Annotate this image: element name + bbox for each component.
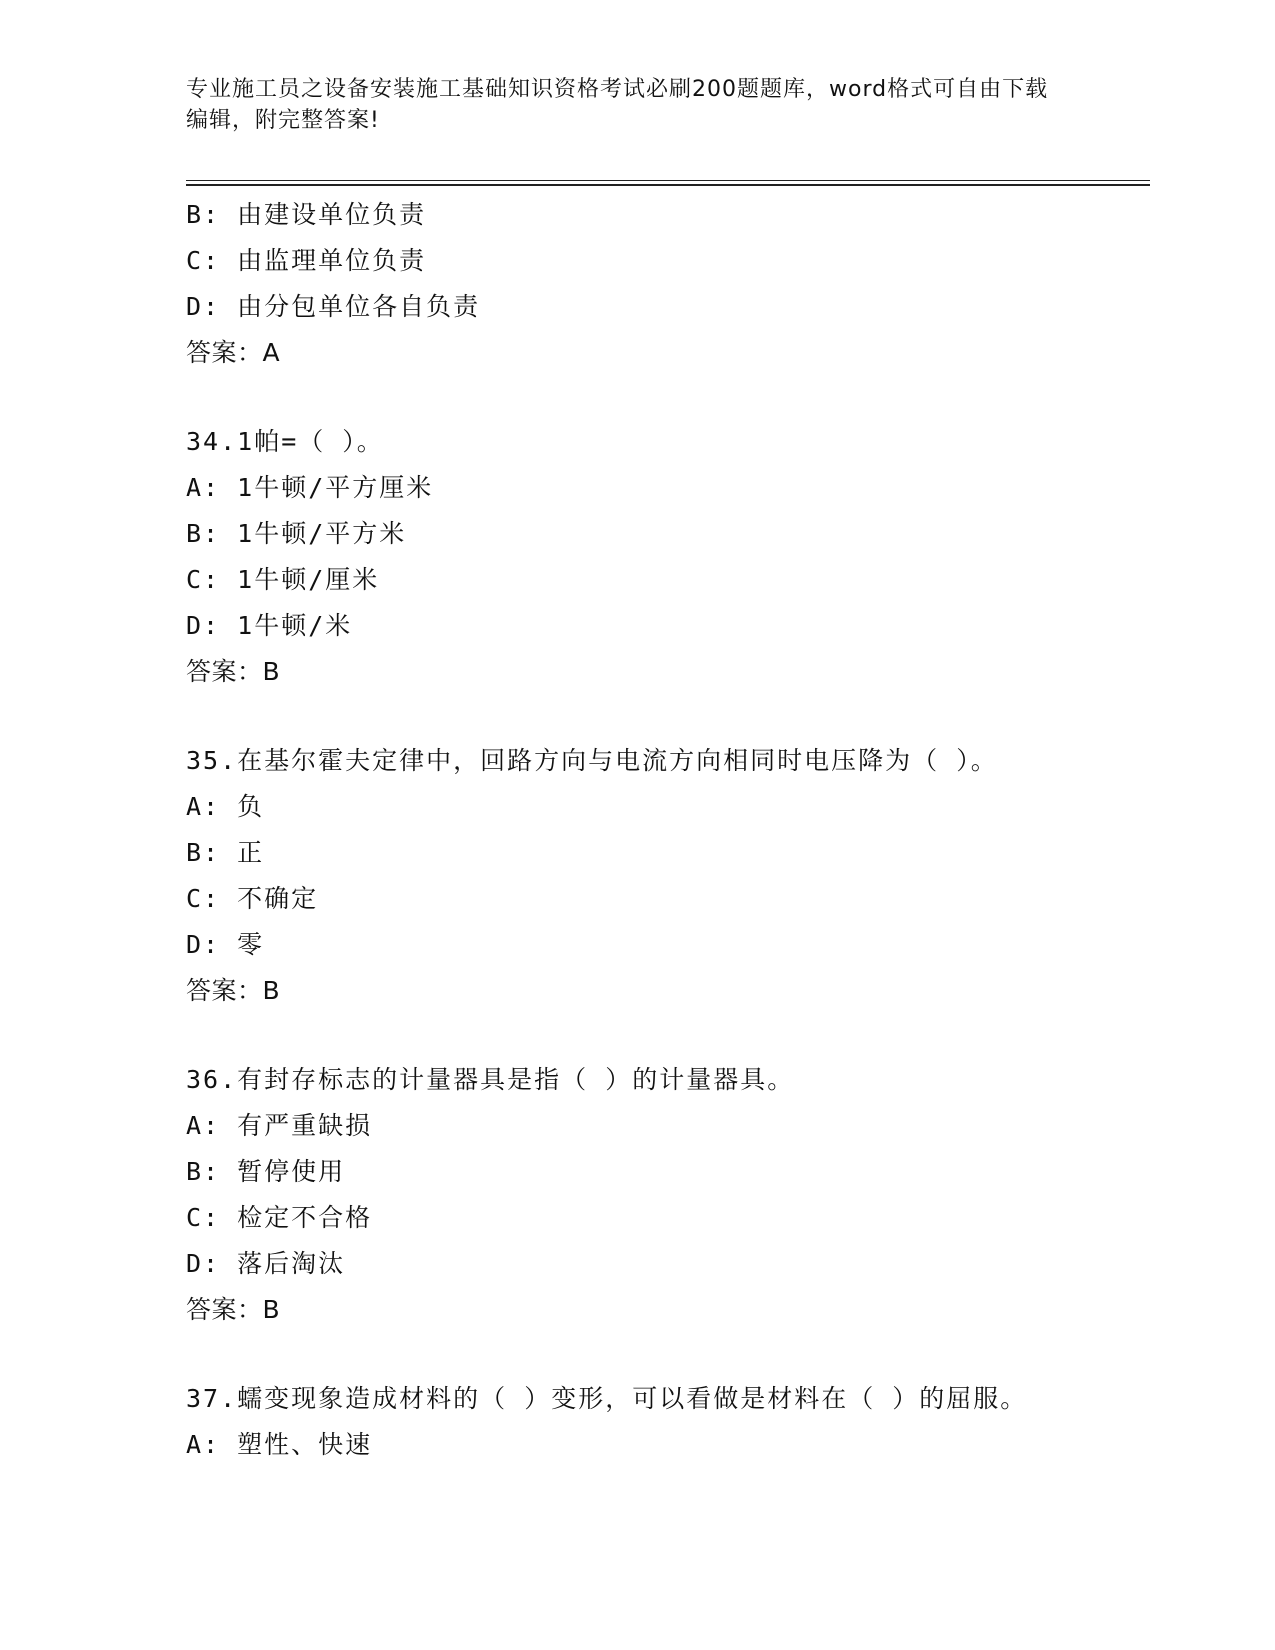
answer-line: 答案：A	[186, 338, 281, 367]
header-rule-thick	[186, 184, 1150, 186]
option-c: C: 检定不合格	[186, 1203, 373, 1232]
header-rule-thin	[186, 180, 1150, 181]
answer-line: 答案：B	[186, 657, 281, 686]
document-header: 专业施工员之设备安装施工基础知识资格考试必刷200题题库，word格式可自由下载编辑，附完整答案!	[186, 77, 1049, 133]
option-c: C: 不确定	[186, 884, 319, 913]
spacer	[186, 1014, 1146, 1057]
option-b: B: 1牛顿/平方米	[186, 519, 407, 548]
question-block-35	[186, 738, 1146, 1014]
option-a: A: 有严重缺损	[186, 1111, 373, 1140]
option-d: D: 零	[186, 930, 265, 959]
option-b: B: 正	[186, 838, 265, 867]
option-b: B: 由建设单位负责	[186, 200, 427, 229]
option-d: D: 由分包单位各自负责	[186, 292, 481, 321]
answer-line: 答案：B	[186, 976, 281, 1005]
question-block-36	[186, 1057, 1146, 1333]
question-block-34	[186, 419, 1146, 695]
option-d: D: 1牛顿/米	[186, 611, 353, 640]
question-block-partial	[186, 192, 1146, 376]
question-stem: 36.有封存标志的计量器具是指（ ）的计量器具。	[186, 1065, 795, 1094]
answer-line: 答案：B	[186, 1295, 281, 1324]
option-d: D: 落后淘汰	[186, 1249, 346, 1278]
spacer	[186, 695, 1146, 738]
question-stem: 37.蠕变现象造成材料的（ ）变形，可以看做是材料在（ ）的屈服。	[186, 1384, 1028, 1413]
option-c: C: 1牛顿/厘米	[186, 565, 380, 594]
question-stem: 34.1帕=（ ）。	[186, 427, 384, 456]
option-a: A: 塑性、快速	[186, 1430, 373, 1459]
spacer	[186, 1333, 1146, 1376]
option-a: A: 负	[186, 792, 265, 821]
question-block-37	[186, 1376, 1146, 1468]
option-a: A: 1牛顿/平方厘米	[186, 473, 434, 502]
spacer	[186, 376, 1146, 419]
question-list	[186, 192, 1146, 1468]
option-b: B: 暂停使用	[186, 1157, 346, 1186]
option-c: C: 由监理单位负责	[186, 246, 427, 275]
question-stem: 35.在基尔霍夫定律中，回路方向与电流方向相同时电压降为（ ）。	[186, 746, 998, 775]
